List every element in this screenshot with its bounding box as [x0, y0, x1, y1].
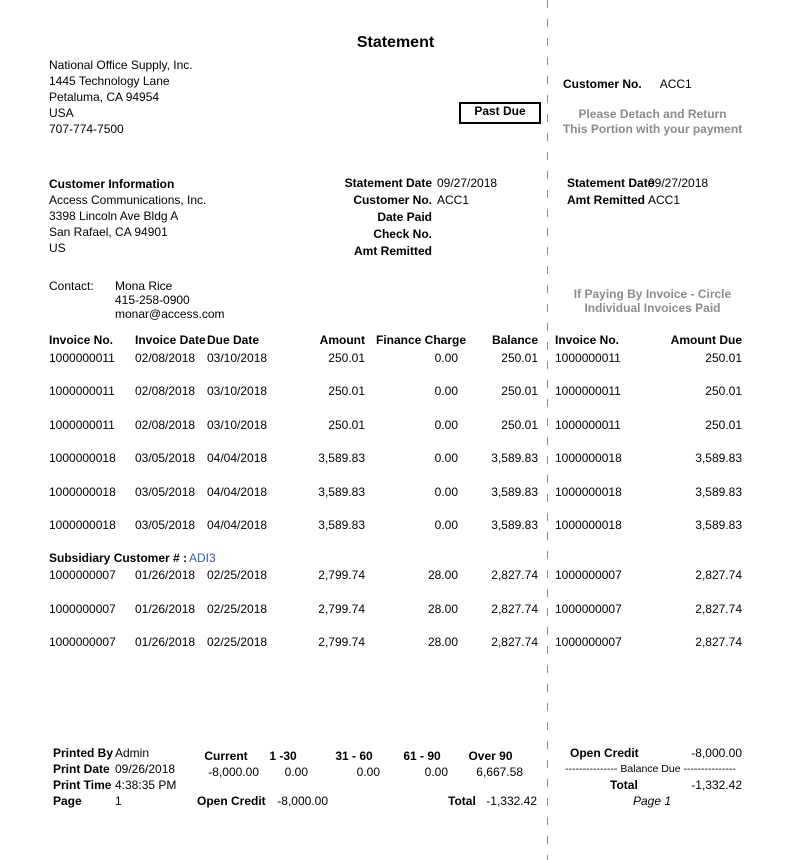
header-balance: Balance — [491, 333, 538, 347]
cell-balance: 3,589.83 — [491, 451, 538, 466]
cell-stub-invoice-no: 1000000011 — [555, 384, 621, 399]
past-due-badge — [459, 102, 541, 124]
page-number-label: Page — [53, 794, 82, 808]
aging-header-31-60: 31 - 60 — [335, 749, 373, 763]
cell-invoice-date: 01/26/2018 — [135, 635, 196, 650]
cell-due-date: 03/10/2018 — [207, 384, 268, 399]
stub-open-credit-value: -8,000.00 — [691, 746, 742, 760]
contact-phone: 415-258-0900 — [115, 293, 190, 307]
cell-amount: 250.01 — [328, 384, 365, 399]
company-country: USA — [49, 106, 74, 120]
aging-header-current: Current — [204, 749, 248, 763]
cell-finance-charge: 0.00 — [434, 417, 458, 432]
total-label: Total — [448, 794, 476, 808]
cell-balance: 250.01 — [501, 351, 538, 365]
cell-balance: 250.01 — [501, 417, 538, 432]
contact-label: Contact: — [49, 279, 94, 293]
cell-finance-charge: 0.00 — [434, 484, 458, 499]
invoice-table-body — [0, 351, 791, 669]
customer-info-heading: Customer Information — [49, 177, 175, 191]
invoice-row — [0, 418, 791, 451]
cell-finance-charge: 0.00 — [434, 517, 458, 532]
cell-due-date: 04/04/2018 — [207, 484, 268, 499]
customer-country: US — [49, 241, 66, 255]
cell-due-date: 02/25/2018 — [207, 635, 268, 650]
cell-invoice-date: 02/08/2018 — [135, 384, 196, 399]
header-due-date: Due Date — [207, 333, 260, 347]
print-time-value: 4:38:35 PM — [115, 778, 177, 792]
statement-date-row — [292, 176, 497, 193]
printed-by-row — [53, 746, 176, 762]
customer-no-label: Customer No. — [353, 193, 432, 207]
header-amount: Amount — [319, 333, 365, 347]
invoice-table-header — [0, 333, 791, 351]
contact-email-row — [49, 307, 225, 321]
header-finance-charge: Finance Charge — [376, 333, 467, 347]
cell-balance: 250.01 — [501, 384, 538, 399]
past-due-label: Past Due — [474, 104, 526, 118]
aging-value-1-30: 0.00 — [284, 765, 308, 779]
print-info-block — [53, 746, 176, 810]
stub-page-number: Page 1 — [632, 794, 672, 808]
company-address-line2: Petaluma, CA 94954 — [49, 90, 160, 104]
cell-amount: 2,799.74 — [318, 568, 365, 583]
cell-invoice-date: 01/26/2018 — [135, 601, 196, 616]
open-credit-value: -8,000.00 — [277, 794, 328, 808]
check-no-label: Check No. — [373, 227, 432, 241]
header-invoice-date: Invoice Date — [135, 333, 206, 347]
page-number-row — [53, 794, 176, 810]
aging-column-over-90 — [458, 748, 523, 780]
header-stub-amount-due: Amount Due — [670, 333, 742, 347]
subsidiary-customer-label: Subsidiary Customer # : — [49, 551, 188, 566]
cell-invoice-no: 1000000011 — [49, 417, 115, 432]
cell-stub-amount-due: 3,589.83 — [695, 451, 742, 466]
invoice-row — [0, 602, 791, 635]
invoice-row — [0, 384, 791, 417]
cell-amount: 250.01 — [328, 351, 365, 365]
company-address-line1: 1445 Technology Lane — [49, 74, 170, 88]
stub-statement-date-value: 09/27/2018 — [648, 176, 709, 190]
contact-email: monar@access.com — [115, 307, 225, 321]
customer-name: Access Communications, Inc. — [49, 193, 207, 207]
stub-balance-due-divider: --------------- Balance Due --------------- — [565, 763, 736, 775]
aging-column-current — [193, 748, 259, 780]
cell-stub-invoice-no: 1000000018 — [555, 451, 622, 466]
company-name: National Office Supply, Inc. — [49, 58, 193, 72]
cell-balance: 3,589.83 — [491, 484, 538, 499]
cell-due-date: 02/25/2018 — [207, 568, 268, 583]
cell-due-date: 03/10/2018 — [207, 417, 268, 432]
check-no-row — [292, 227, 497, 244]
aging-value-31-60: 0.00 — [356, 765, 380, 779]
company-phone: 707-774-7500 — [49, 122, 124, 136]
cell-due-date: 03/10/2018 — [207, 351, 268, 365]
cell-due-date: 04/04/2018 — [207, 451, 268, 466]
stub-total-value: -1,332.42 — [691, 778, 742, 792]
cell-amount: 2,799.74 — [318, 601, 365, 616]
contact-name-row — [49, 279, 225, 293]
cell-stub-amount-due: 2,827.74 — [695, 635, 742, 650]
aging-column-1-30 — [258, 748, 308, 780]
customer-no-value: ACC1 — [437, 193, 470, 207]
cell-stub-invoice-no: 1000000011 — [555, 351, 621, 365]
print-time-row — [53, 778, 176, 794]
invoice-row — [0, 485, 791, 518]
cell-stub-invoice-no: 1000000011 — [555, 417, 621, 432]
stub-amt-remitted-row — [567, 193, 767, 210]
cell-due-date: 02/25/2018 — [207, 601, 268, 616]
print-time-label: Print Time — [53, 778, 112, 792]
cell-invoice-no: 1000000007 — [49, 568, 116, 583]
stub-customer-no-value: ACC1 — [659, 77, 692, 91]
pay-note-line1: If Paying By Invoice - Circle — [573, 287, 732, 301]
cell-invoice-date: 03/05/2018 — [135, 451, 196, 466]
invoice-table — [0, 333, 791, 669]
invoice-row — [0, 451, 791, 484]
cell-stub-invoice-no: 1000000018 — [555, 517, 622, 532]
contact-block — [49, 279, 225, 321]
detach-note-line2: This Portion with your payment — [562, 122, 743, 136]
amt-remitted-label: Amt Remitted — [353, 244, 432, 258]
invoice-row — [0, 351, 791, 384]
cell-invoice-no: 1000000018 — [49, 484, 116, 499]
aging-header-61-90: 61 - 90 — [403, 749, 441, 763]
stub-customer-no-row — [563, 77, 692, 91]
detach-note-line1: Please Detach and Return — [578, 107, 727, 121]
date-paid-row — [292, 210, 497, 227]
aging-value-61-90: 0.00 — [424, 765, 448, 779]
customer-address-line1: 3398 Lincoln Ave Bldg A — [49, 209, 179, 223]
subsidiary-customer-row — [0, 551, 791, 568]
stub-open-credit-label: Open Credit — [570, 746, 639, 760]
pay-by-invoice-note — [550, 287, 755, 315]
cell-amount: 2,799.74 — [318, 635, 365, 650]
cell-invoice-no: 1000000011 — [49, 384, 115, 399]
stub-total-label: Total — [610, 778, 638, 792]
statement-fields-block — [292, 176, 497, 261]
cell-invoice-no: 1000000011 — [49, 351, 115, 365]
customer-info-block — [49, 176, 206, 256]
cell-balance: 2,827.74 — [491, 568, 538, 583]
stub-amt-remitted-label: Amt Remitted — [567, 193, 646, 207]
cell-invoice-no: 1000000007 — [49, 635, 116, 650]
cell-invoice-date: 02/08/2018 — [135, 417, 196, 432]
stub-statement-date-row — [567, 176, 767, 193]
statement-date-value: 09/27/2018 — [437, 176, 498, 190]
header-stub-invoice-no: Invoice No. — [555, 333, 620, 347]
stub-amt-remitted-value: ACC1 — [648, 193, 681, 207]
stub-statement-date-label: Statement Date — [567, 176, 655, 190]
print-date-label: Print Date — [53, 762, 110, 776]
invoice-row — [0, 568, 791, 601]
cell-stub-amount-due: 3,589.83 — [695, 517, 742, 532]
printed-by-value: Admin — [115, 746, 150, 760]
contact-phone-row — [49, 293, 225, 307]
cell-balance: 3,589.83 — [491, 517, 538, 532]
cell-stub-amount-due: 2,827.74 — [695, 601, 742, 616]
cell-stub-invoice-no: 1000000007 — [555, 601, 622, 616]
cell-stub-invoice-no: 1000000007 — [555, 635, 622, 650]
pay-note-line2: Individual Invoices Paid — [584, 301, 721, 315]
cell-invoice-date: 01/26/2018 — [135, 568, 196, 583]
cell-invoice-date: 02/08/2018 — [135, 351, 196, 365]
statement-date-label: Statement Date — [344, 176, 432, 190]
aging-header-1-30: 1 -30 — [269, 749, 297, 763]
cell-invoice-date: 03/05/2018 — [135, 517, 196, 532]
cell-amount: 250.01 — [328, 417, 365, 432]
amt-remitted-row — [292, 244, 497, 261]
date-paid-label: Date Paid — [377, 210, 432, 224]
cell-due-date: 04/04/2018 — [207, 517, 268, 532]
cell-amount: 3,589.83 — [318, 484, 365, 499]
contact-name: Mona Rice — [115, 279, 173, 293]
stub-customer-no-label: Customer No. — [563, 77, 642, 91]
detach-note — [550, 107, 755, 137]
header-invoice-no: Invoice No. — [49, 333, 114, 347]
cell-stub-amount-due: 250.01 — [705, 351, 742, 365]
cell-stub-amount-due: 250.01 — [705, 384, 742, 399]
invoice-row — [0, 635, 791, 668]
aging-column-61-90 — [396, 748, 448, 780]
cell-stub-amount-due: 250.01 — [705, 417, 742, 432]
cell-invoice-no: 1000000018 — [49, 517, 116, 532]
cell-invoice-date: 03/05/2018 — [135, 484, 196, 499]
cell-invoice-no: 1000000018 — [49, 451, 116, 466]
aging-column-31-60 — [328, 748, 380, 780]
printed-by-label: Printed By — [53, 746, 114, 760]
page-title: Statement — [356, 34, 435, 51]
aging-value-current: -8,000.00 — [208, 765, 259, 779]
customer-address-line2: San Rafael, CA 94901 — [49, 225, 168, 239]
cell-amount: 3,589.83 — [318, 517, 365, 532]
cell-balance: 2,827.74 — [491, 635, 538, 650]
cell-finance-charge: 28.00 — [427, 601, 458, 616]
cell-stub-amount-due: 2,827.74 — [695, 568, 742, 583]
cell-stub-amount-due: 3,589.83 — [695, 484, 742, 499]
cell-finance-charge: 28.00 — [427, 635, 458, 650]
invoice-row — [0, 518, 791, 551]
stub-statement-fields — [567, 176, 767, 210]
cell-finance-charge: 0.00 — [434, 451, 458, 466]
total-value: -1,332.42 — [486, 794, 537, 808]
cell-finance-charge: 28.00 — [427, 568, 458, 583]
cell-stub-invoice-no: 1000000018 — [555, 484, 622, 499]
cell-stub-invoice-no: 1000000007 — [555, 568, 622, 583]
page-number-value: 1 — [115, 794, 122, 808]
company-address-block — [49, 57, 193, 137]
customer-no-row — [292, 193, 497, 210]
print-date-value: 09/26/2018 — [115, 762, 176, 776]
open-credit-label: Open Credit — [197, 794, 266, 808]
cell-finance-charge: 0.00 — [434, 351, 458, 365]
cell-finance-charge: 0.00 — [434, 384, 458, 399]
cell-amount: 3,589.83 — [318, 451, 365, 466]
cell-balance: 2,827.74 — [491, 601, 538, 616]
print-date-row — [53, 762, 176, 778]
cell-invoice-no: 1000000007 — [49, 601, 116, 616]
subsidiary-customer-link[interactable]: ADI3 — [189, 551, 216, 566]
aging-value-over-90: 6,667.58 — [476, 765, 523, 779]
aging-header-over-90: Over 90 — [468, 749, 513, 763]
